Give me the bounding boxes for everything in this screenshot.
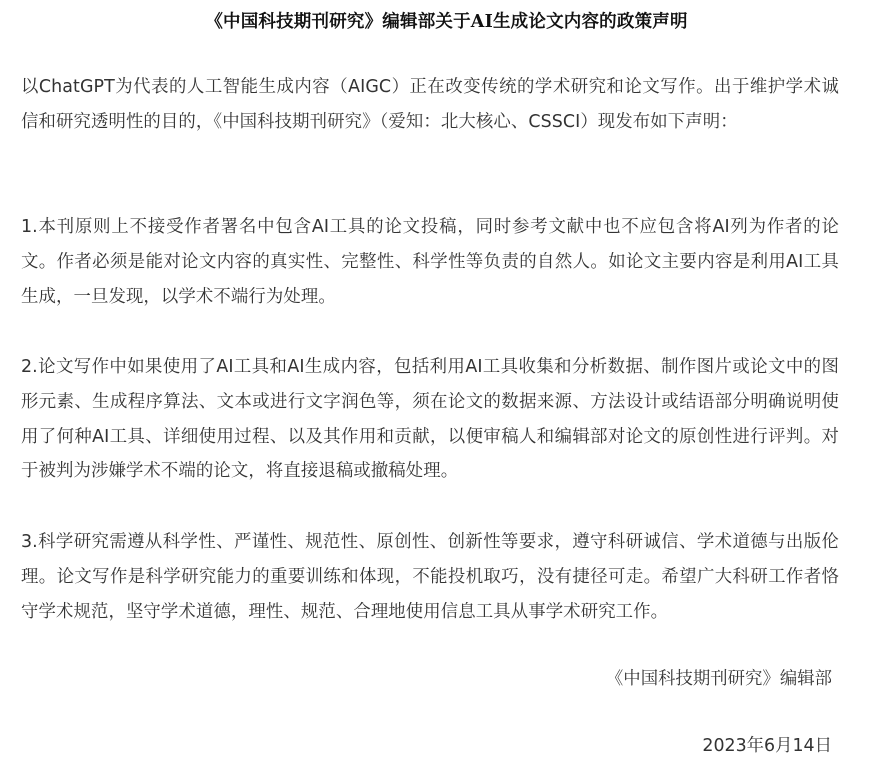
date: 2023年6月14日	[702, 736, 832, 756]
policy-item-1: 1.本刊原则上不接受作者署名中包含AI工具的论文投稿，同时参考文献中也不应包含将AI列为作者的论文。作者必须是能对论文内容的真实性、完整性、科学性等负责的自然人。如论文主要内容是利用AI工具生成，一旦发现，以学术不端行为处理。	[21, 217, 839, 307]
policy-item-2: 2.论文写作中如果使用了AI工具和AI生成内容，包括利用AI工具收集和分析数据、制作图片或论文中的图形元素、生成程序算法、文本或进行文字润色等，须在论文的数据来源、方法设计或结语部分明确说明使用了何种AI工具、详细使用过程、以及其作用和贡献，以便审稿人和编辑部对论文的原创性进行评判。对于被判为涉嫌学术不端的论文，将直接退稿或撤稿处理。	[21, 357, 839, 482]
intro-paragraph: 以ChatGPT为代表的人工智能生成内容（AIGC）正在改变传统的学术研究和论文写作。出于维护学术诚信和研究透明性的目的，《中国科技期刊研究》（爱知：北大核心、CSSCI）现发布如下声明：	[21, 77, 839, 132]
signature: 《中国科技期刊研究》编辑部	[605, 669, 832, 689]
policy-item-3: 3.科学研究需遵从科学性、严谨性、规范性、原创性、创新性等要求，遵守科研诚信、学术道德与出版伦理。论文写作是科学研究能力的重要训练和体现，不能投机取巧，没有捷径可走。希望广大科研工作者恪守学术规范，坚守学术道德，理性、规范、合理地使用信息工具从事学术研究工作。	[21, 532, 839, 622]
document-title: 《中国科技期刊研究》编辑部关于AI生成论文内容的政策声明	[205, 12, 688, 32]
